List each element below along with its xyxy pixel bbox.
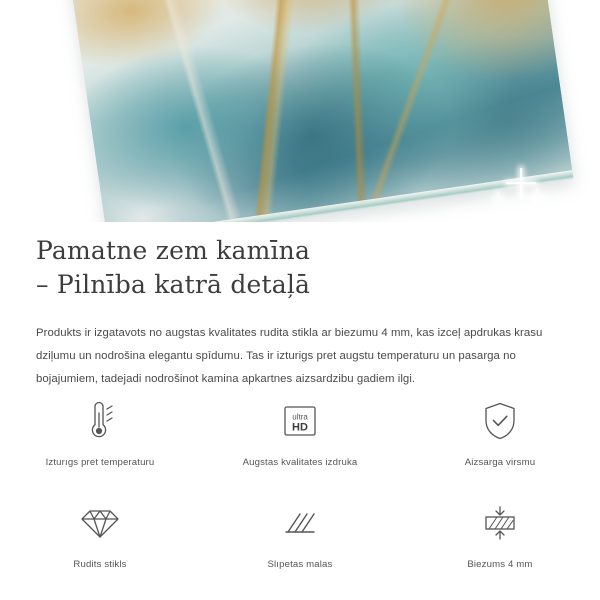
text-content (0, 222, 600, 392)
feature-polished-edges (200, 492, 400, 570)
feature-print-quality (200, 390, 400, 468)
feature-label: Slıpetas malas (267, 559, 333, 570)
feature-thickness (400, 492, 600, 570)
shield-check-icon (480, 398, 520, 444)
thickness-arrows-icon (479, 500, 521, 546)
hero-image (0, 0, 600, 222)
feature-label: Aizsarga virsmu (464, 457, 536, 468)
headline-line-2: – Pilnība katrā detaļā (36, 269, 311, 299)
page-title (0, 222, 600, 302)
body-text: Produkts ir izgatavots no augstas kvalitates rudita stikla ar biezumu 4 mm, kas izceļ apdrukas krasu dziļumu un nodrošina elegantu spīdumu. Tas ir izturigs pret augstu temperaturu un pasarga no bojajumiem, tadejadi nodrošinot kamina apkartnes aizsardzibu gadiem ilgi. (36, 326, 543, 386)
feature-label: Biezums 4 mm (467, 559, 533, 570)
feature-tempered-glass (0, 492, 200, 570)
feature-label: Augstas kvalitates izdruka (242, 457, 358, 468)
feature-temperature-resistant (0, 390, 200, 468)
sparkle-icon (492, 192, 504, 204)
feature-surface-protection (400, 390, 600, 468)
thermometer-icon (81, 398, 119, 444)
diamond-icon (79, 500, 121, 546)
feature-grid (0, 390, 600, 570)
feature-label: Izturıgs pret temperaturu (45, 457, 155, 468)
ultra-hd-icon (279, 398, 321, 444)
svg-text:HD: HD (292, 421, 308, 434)
headline-line-1: Pamatne zem kamīna (36, 236, 311, 265)
glass-panel-image (68, 0, 573, 222)
polished-edges-icon (280, 500, 320, 546)
sparkle-icon (528, 188, 546, 206)
svg-text:ultra: ultra (292, 412, 308, 422)
feature-label: Rudits stikls (73, 559, 127, 570)
